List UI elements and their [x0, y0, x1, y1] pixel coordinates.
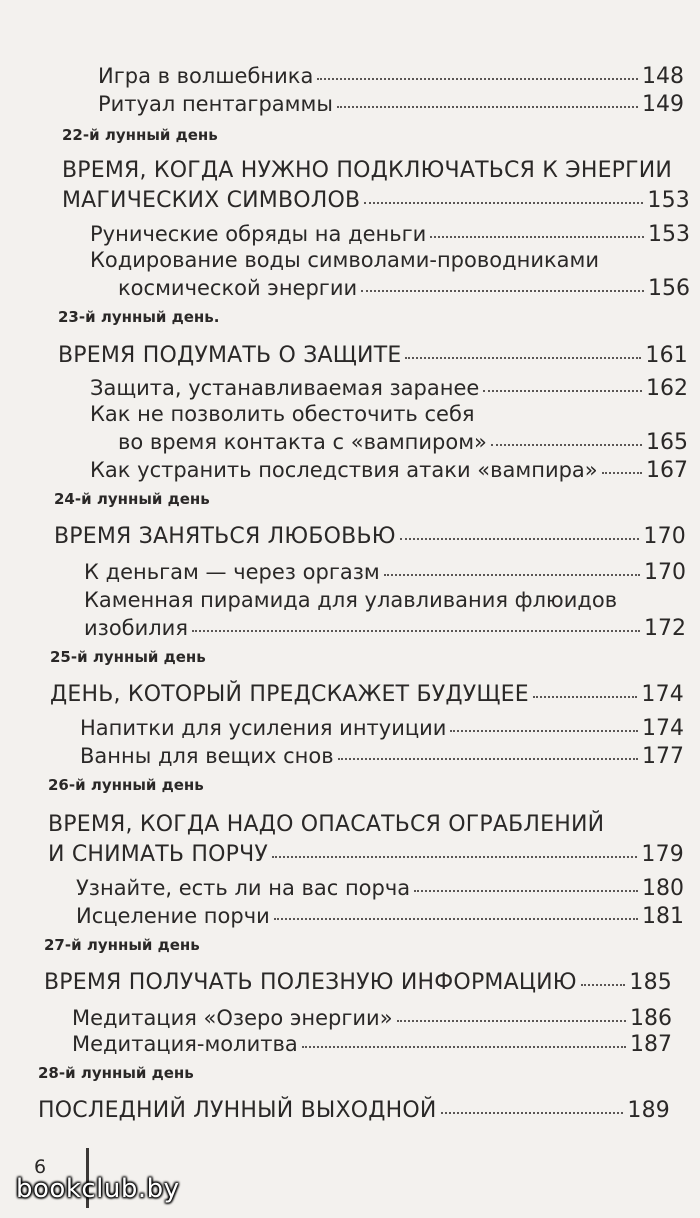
leader-dots	[317, 78, 638, 80]
leader-dots	[338, 758, 638, 760]
watermark: bookclub.by	[16, 1174, 180, 1204]
leader-dots	[384, 574, 640, 576]
toc-entry-page: 162	[646, 376, 688, 401]
toc-entry-page: 172	[644, 616, 686, 641]
toc-chapter-title: И СНИМАТЬ ПОРЧУ	[48, 842, 268, 867]
leader-dots	[272, 856, 637, 858]
toc-entry-title: Защита, устанавливаемая заранее	[90, 376, 480, 400]
toc-entry	[118, 278, 690, 300]
toc-entry-page: 181	[642, 904, 684, 929]
toc-entry-page: 149	[642, 92, 684, 117]
leader-dots	[491, 444, 642, 446]
leader-dots	[430, 236, 644, 238]
leader-dots	[364, 202, 643, 204]
leader-dots	[483, 390, 642, 392]
toc-entry	[84, 562, 686, 584]
toc-chapter-title: ВРЕМЯ ПОЛУЧАТЬ ПОЛЕЗНУЮ ИНФОРМАЦИЮ	[44, 970, 577, 995]
lunar-day-heading: 27-й лунный день	[44, 936, 200, 954]
toc-chapter-title: МАГИЧЕСКИХ СИМВОЛОВ	[62, 188, 361, 213]
toc-entry-page: 180	[642, 876, 684, 901]
toc-entry	[98, 66, 684, 88]
toc-chapter	[54, 526, 686, 548]
leader-dots	[602, 472, 642, 474]
toc-chapter-title-line: ВРЕМЯ, КОГДА НУЖНО ПОДКЛЮЧАТЬСЯ К ЭНЕРГИИ	[62, 158, 673, 183]
toc-chapter-page: 189	[627, 1098, 670, 1123]
lunar-day-heading: 22-й лунный день	[62, 126, 218, 144]
toc-entry	[72, 1034, 672, 1056]
toc-entry-page: 148	[642, 64, 684, 89]
toc-entry	[118, 432, 688, 454]
leader-dots	[302, 1046, 626, 1048]
toc-entry-page: 187	[630, 1032, 672, 1057]
toc-entry-page: 186	[630, 1006, 672, 1031]
toc-entry-page: 153	[648, 222, 690, 247]
toc-chapter-page: 170	[643, 524, 686, 549]
toc-chapter-title-line: ВРЕМЯ, КОГДА НАДО ОПАСАТЬСЯ ОГРАБЛЕНИЙ	[48, 812, 605, 837]
toc-entry-title: Напитки для усиления интуиции	[80, 716, 447, 740]
toc-chapter-page: 174	[641, 682, 684, 707]
toc-entry	[90, 460, 688, 482]
toc-chapter-title: ВРЕМЯ ЗАНЯТЬСЯ ЛЮБОВЬЮ	[54, 524, 396, 549]
leader-dots	[581, 984, 626, 986]
toc-entry-title: К деньгам — через оргазм	[84, 560, 380, 584]
leader-dots	[450, 730, 638, 732]
lunar-day-heading: 25-й лунный день	[50, 648, 206, 666]
toc-chapter-page: 179	[641, 842, 684, 867]
toc-entry	[76, 878, 684, 900]
lunar-day-heading: 28-й лунный день	[38, 1064, 194, 1082]
leader-dots	[361, 290, 644, 292]
toc-entry-title: Узнайте, есть ли на вас порча	[76, 876, 411, 900]
toc-chapter	[48, 844, 684, 866]
toc-entry-page: 174	[642, 716, 684, 741]
toc-entry-title: Исцеление порчи	[76, 904, 270, 928]
toc-entry	[80, 746, 684, 768]
toc-chapter-page: 161	[645, 343, 688, 368]
leader-dots	[414, 890, 638, 892]
lunar-day-heading: 24-й лунный день	[54, 490, 210, 508]
toc-entry-title: Медитация «Озеро энергии»	[72, 1006, 393, 1030]
toc-chapter-title: ВРЕМЯ ПОДУМАТЬ О ЗАЩИТЕ	[58, 343, 402, 368]
leader-dots	[400, 538, 640, 540]
leader-dots	[397, 1020, 626, 1022]
leader-dots	[274, 918, 638, 920]
leader-dots	[192, 630, 640, 632]
toc-entry-title: Как устранить последствия атаки «вампира»	[90, 458, 598, 482]
toc-chapter	[62, 190, 690, 212]
toc-chapter-title: ДЕНЬ, КОТОРЫЙ ПРЕДСКАЖЕТ БУДУЩЕЕ	[50, 682, 529, 707]
toc-entry	[76, 906, 684, 928]
toc-entry	[90, 224, 690, 246]
toc-chapter	[50, 684, 684, 706]
toc-entry	[80, 718, 684, 740]
toc-entry-title: Игра в волшебника	[98, 64, 314, 88]
toc-entry-title: во время контакта с «вампиром»	[118, 430, 487, 454]
toc-entry-page: 167	[646, 458, 688, 483]
toc-entry	[90, 378, 688, 400]
toc-chapter	[58, 345, 688, 367]
toc-chapter	[38, 1100, 670, 1122]
toc-entry-title: Ванны для вещих снов	[80, 744, 334, 768]
toc-entry-page: 177	[642, 744, 684, 769]
toc-entry-title: изобилия	[84, 616, 188, 640]
leader-dots	[533, 696, 638, 698]
toc-entry-title-line: Каменная пирамида для улавливания флюидов	[84, 588, 618, 612]
toc-entry-title: Медитация-молитва	[72, 1032, 298, 1056]
toc-entry	[84, 618, 686, 640]
leader-dots	[441, 1112, 624, 1114]
lunar-day-heading: 23-й лунный день.	[58, 308, 220, 326]
lunar-day-heading: 26-й лунный день	[48, 776, 204, 794]
toc-entry	[98, 94, 684, 116]
toc-entry-title: космической энергии	[118, 276, 358, 300]
toc-entry-page: 165	[646, 430, 688, 455]
toc-chapter-page: 153	[647, 188, 690, 213]
toc-chapter-page: 185	[629, 970, 672, 995]
toc-entry-title-line: Как не позволить обесточить себя	[90, 402, 475, 426]
toc-entry-title: Рунические обряды на деньги	[90, 222, 427, 246]
toc-entry-page: 156	[648, 276, 690, 301]
toc-entry-page: 170	[644, 560, 686, 585]
leader-dots	[337, 106, 638, 108]
page-number: 6	[34, 1156, 47, 1178]
toc-entry-title: Ритуал пентаграммы	[98, 92, 333, 116]
toc-chapter-title: ПОСЛЕДНИЙ ЛУННЫЙ ВЫХОДНОЙ	[38, 1098, 437, 1123]
toc-chapter	[44, 972, 672, 994]
toc-entry	[72, 1008, 672, 1030]
toc-entry-title-line: Кодирование воды символами-проводниками	[90, 248, 600, 272]
leader-dots	[405, 357, 641, 359]
